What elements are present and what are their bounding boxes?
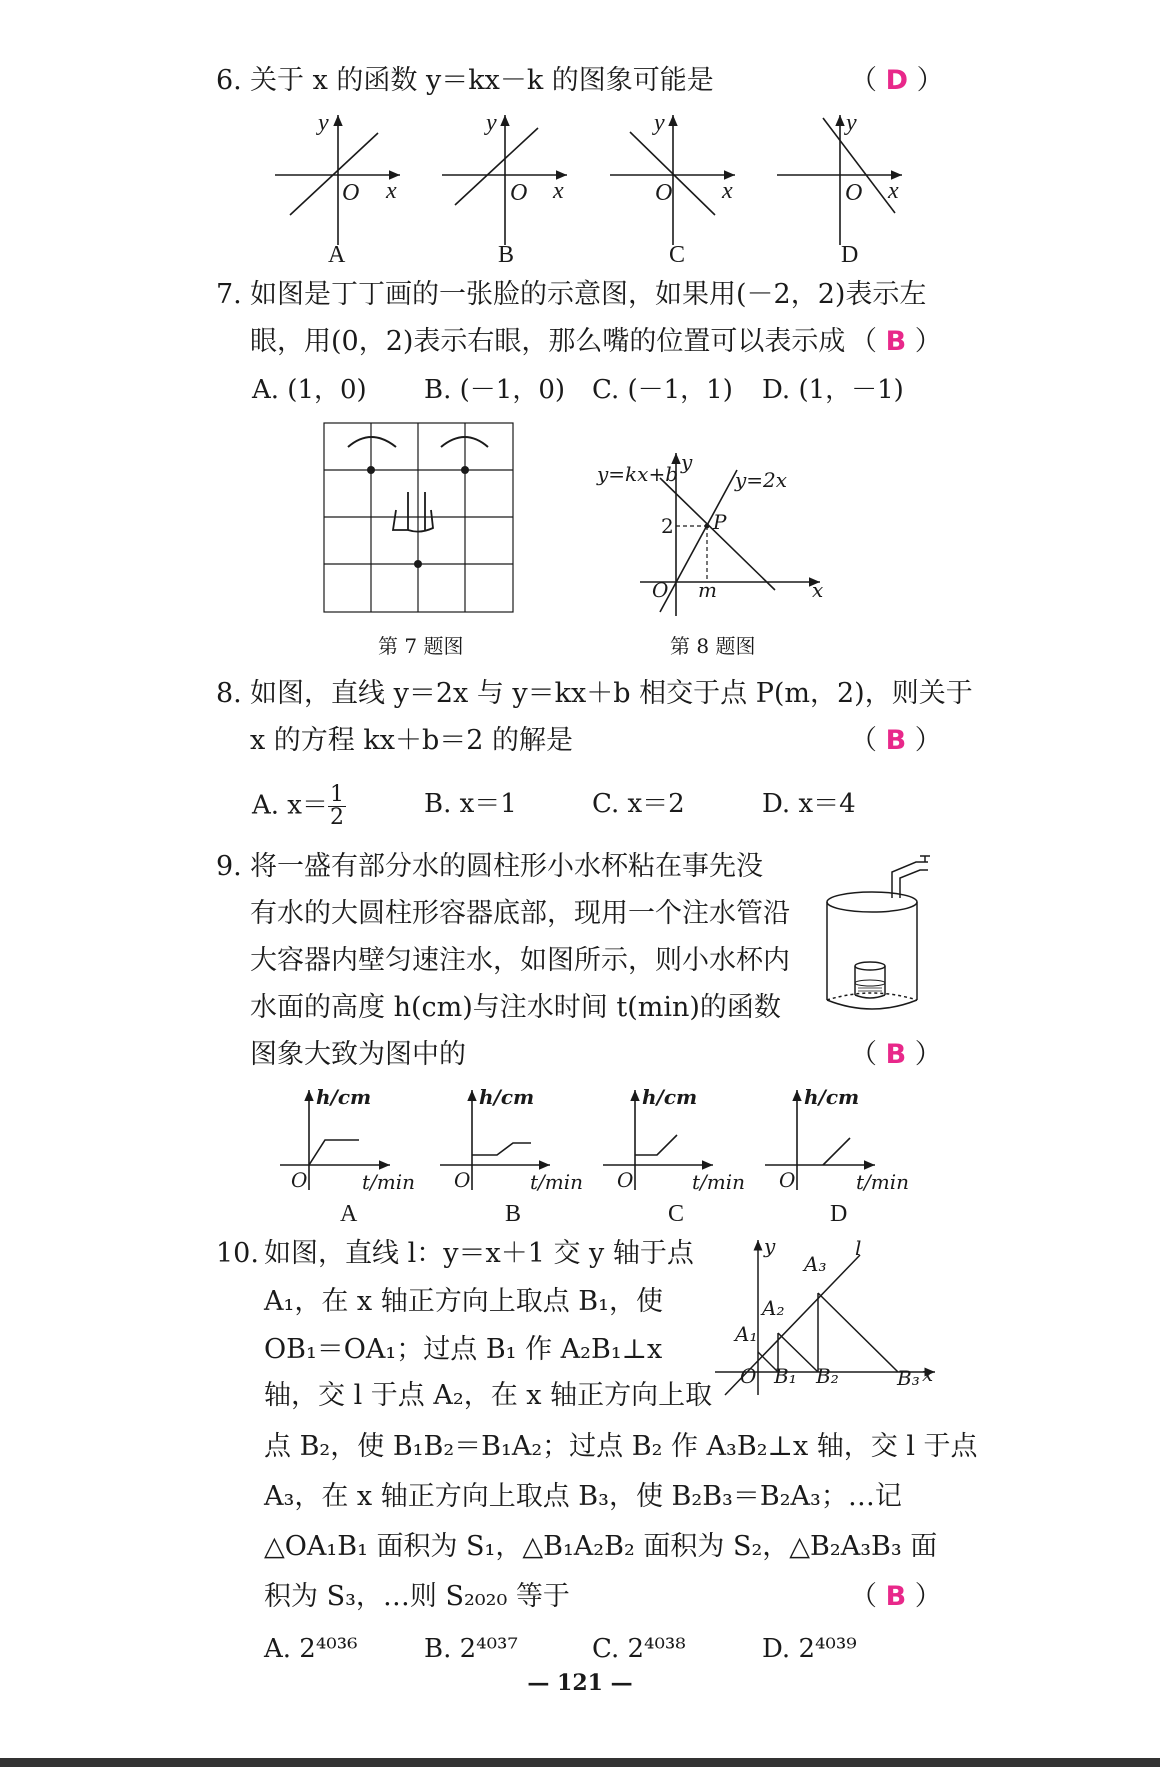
- q6-c-o: O: [655, 180, 673, 206]
- q6-graph-b: [442, 115, 567, 245]
- q8-frac-den: 2: [329, 805, 344, 830]
- q9-line1: 将一盛有部分水的圆柱形小水杯粘在事先没: [250, 851, 763, 882]
- page-number: — 121 —: [527, 1670, 633, 1696]
- q6-graph-c: [610, 115, 735, 245]
- q8-line2: x 的方程 kx＋b＝2 的解是: [250, 725, 574, 756]
- q10-fig-a1: A₁: [735, 1322, 758, 1346]
- q6-answer-bracket: （ D ）: [850, 65, 944, 96]
- q9-c-origin: O: [617, 1168, 634, 1192]
- q8-y-label: y: [681, 450, 693, 474]
- q6-label-c: C: [669, 242, 686, 268]
- q9-a-origin: O: [291, 1168, 308, 1192]
- q10-side-line3: OB₁＝OA₁；过点 B₁ 作 A₂B₁⊥x: [264, 1334, 663, 1365]
- q7-answer-bracket: （ B ）: [850, 326, 942, 357]
- q10-fig-b2: B₂: [816, 1364, 839, 1388]
- q8-frac-num: 1: [329, 782, 344, 807]
- q10-option-c: C. 2⁴⁰³⁸: [592, 1634, 686, 1664]
- q8-answer-bracket: （ B ）: [850, 725, 942, 756]
- q9-c-xlabel: t/min: [692, 1170, 746, 1194]
- q8-option-b: B. x＝1: [424, 789, 517, 819]
- q8-caption: 第 8 题图: [670, 634, 756, 658]
- q9-label-a: A: [340, 1201, 358, 1227]
- q7-number: 7.: [216, 279, 242, 310]
- q10-side-line2: A₁，在 x 轴正方向上取点 B₁，使: [264, 1286, 663, 1317]
- q6-a-x: x: [386, 178, 397, 204]
- q8-point-p: P: [713, 510, 727, 534]
- q7-option-c: C. (－1，1): [592, 375, 733, 405]
- q9-b-origin: O: [454, 1168, 471, 1192]
- q6-d-x: x: [888, 178, 899, 204]
- mouth-point: [414, 560, 422, 568]
- q9-a-xlabel: t/min: [362, 1170, 416, 1194]
- q6-b-x: x: [553, 178, 564, 204]
- q9-a-ylabel: h/cm: [316, 1085, 372, 1109]
- q9-d-xlabel: t/min: [856, 1170, 910, 1194]
- q10-fig-b3: B₃: [897, 1366, 920, 1390]
- q9-answer: B: [885, 1039, 907, 1070]
- nose: [393, 492, 433, 532]
- q9-d-ylabel: h/cm: [804, 1085, 860, 1109]
- q9-c-ylabel: h/cm: [642, 1085, 698, 1109]
- q6-a-o: O: [342, 180, 360, 206]
- q10-line8: 积为 S₃，…则 S₂₀₂₀ 等于: [264, 1581, 570, 1612]
- q6-graph-d: [777, 115, 902, 245]
- q9-line2: 有水的大圆柱形容器底部，现用一个注水管沿: [250, 898, 790, 929]
- q6-graph-a: [275, 115, 400, 245]
- q9-number: 9.: [216, 851, 242, 882]
- q8-number: 8.: [216, 678, 242, 709]
- q10-line7: △OA₁B₁ 面积为 S₁，△B₁A₂B₂ 面积为 S₂，△B₂A₃B₃ 面: [264, 1531, 938, 1562]
- q6-answer: D: [885, 65, 909, 96]
- q9-b-xlabel: t/min: [530, 1170, 584, 1194]
- q7-option-a: A. (1，0): [252, 375, 367, 405]
- q9-line4: 水面的高度 h(cm)与注水时间 t(min)的函数: [250, 992, 781, 1023]
- q8-line-2x-label: y=2x: [735, 468, 788, 492]
- q10-fig-y: y: [764, 1234, 776, 1258]
- q9-d-origin: O: [779, 1168, 796, 1192]
- q9-line5: 图象大致为图中的: [250, 1039, 466, 1070]
- q10-side-line4: 轴，交 l 于点 A₂，在 x 轴正方向上取: [264, 1380, 713, 1411]
- q7-line2: 眼，用(0，2)表示右眼，那么嘴的位置可以表示成: [250, 326, 846, 357]
- q8-line1: 如图，直线 y＝2x 与 y＝kx＋b 相交于点 P(m，2)，则关于: [250, 678, 973, 709]
- q10-option-d: D. 2⁴⁰³⁹: [762, 1634, 857, 1664]
- q6-d-y: y: [846, 110, 857, 136]
- right-eye: [461, 466, 469, 474]
- q8-option-a-prefix: A. x＝: [252, 790, 328, 821]
- q6-label-b: B: [498, 242, 515, 268]
- q6-c-y: y: [654, 110, 665, 136]
- q8-tick-m: m: [698, 578, 717, 602]
- bottom-bar: [0, 1758, 1160, 1767]
- q10-option-b: B. 2⁴⁰³⁷: [424, 1634, 518, 1664]
- q10-fig-a2: A₂: [762, 1296, 785, 1320]
- q9-label-b: B: [505, 1201, 522, 1227]
- q7-answer: B: [885, 326, 907, 357]
- q10-number: 10.: [216, 1238, 259, 1269]
- q7-option-d: D. (1，－1): [762, 375, 904, 405]
- q6-stem: 关于 x 的函数 y＝kx－k 的图象可能是: [250, 65, 714, 96]
- q10-fig-l: l: [855, 1236, 862, 1260]
- q6-b-o: O: [510, 180, 528, 206]
- q9-container-figure: [820, 850, 940, 1015]
- q6-number: 6.: [216, 65, 242, 96]
- q8-x-label: x: [812, 578, 824, 602]
- q8-option-a-fraction: [328, 784, 346, 829]
- q9-answer-bracket: （ B ）: [850, 1039, 942, 1070]
- q10-answer: B: [885, 1581, 907, 1612]
- q10-answer-bracket: （ B ）: [850, 1581, 942, 1612]
- q10-line5: 点 B₂，使 B₁B₂＝B₁A₂；过点 B₂ 作 A₃B₂⊥x 轴，交 l 于点: [264, 1431, 978, 1462]
- q6-d-o: O: [845, 180, 863, 206]
- q10-fig-x: x: [922, 1362, 934, 1386]
- q6-c-x: x: [722, 178, 733, 204]
- q8-answer: B: [885, 725, 907, 756]
- q8-option-d: D. x＝4: [762, 789, 856, 819]
- q7-line1: 如图是丁丁画的一张脸的示意图，如果用(－2，2)表示左: [250, 279, 927, 310]
- left-eye: [367, 466, 375, 474]
- q10-fig-o: O: [740, 1364, 757, 1388]
- q6-label-a: A: [328, 242, 346, 268]
- q9-label-d: D: [830, 1201, 848, 1227]
- q6-b-y: y: [486, 110, 497, 136]
- q9-b-ylabel: h/cm: [479, 1085, 535, 1109]
- q10-side-line1: 如图，直线 l：y＝x＋1 交 y 轴于点: [264, 1238, 694, 1269]
- left-eyebrow: [348, 437, 396, 447]
- q9-line3: 大容器内壁匀速注水，如图所示，则小水杯内: [250, 945, 790, 976]
- q10-fig-a3: A₃: [804, 1252, 827, 1276]
- q8-origin-label: O: [652, 578, 669, 602]
- q7-caption: 第 7 题图: [378, 634, 464, 658]
- q10-fig-b1: B₁: [774, 1364, 797, 1388]
- q6-label-d: D: [841, 242, 859, 268]
- q8-option-c: C. x＝2: [592, 789, 685, 819]
- q9-label-c: C: [668, 1201, 685, 1227]
- q7-option-b: B. (－1，0): [424, 375, 566, 405]
- q8-line-kxb-label: y=kx+b: [597, 462, 679, 486]
- q10-line6: A₃，在 x 轴正方向上取点 B₃，使 B₂B₃＝B₂A₃；…记: [264, 1481, 902, 1512]
- q6-a-y: y: [318, 110, 329, 136]
- q10-option-a: A. 2⁴⁰³⁶: [264, 1634, 358, 1664]
- q7-face-grid: [323, 422, 515, 614]
- q8-tick-2: 2: [661, 514, 674, 538]
- q8-option-a: [252, 784, 346, 829]
- q6-option-graphs: [270, 110, 910, 265]
